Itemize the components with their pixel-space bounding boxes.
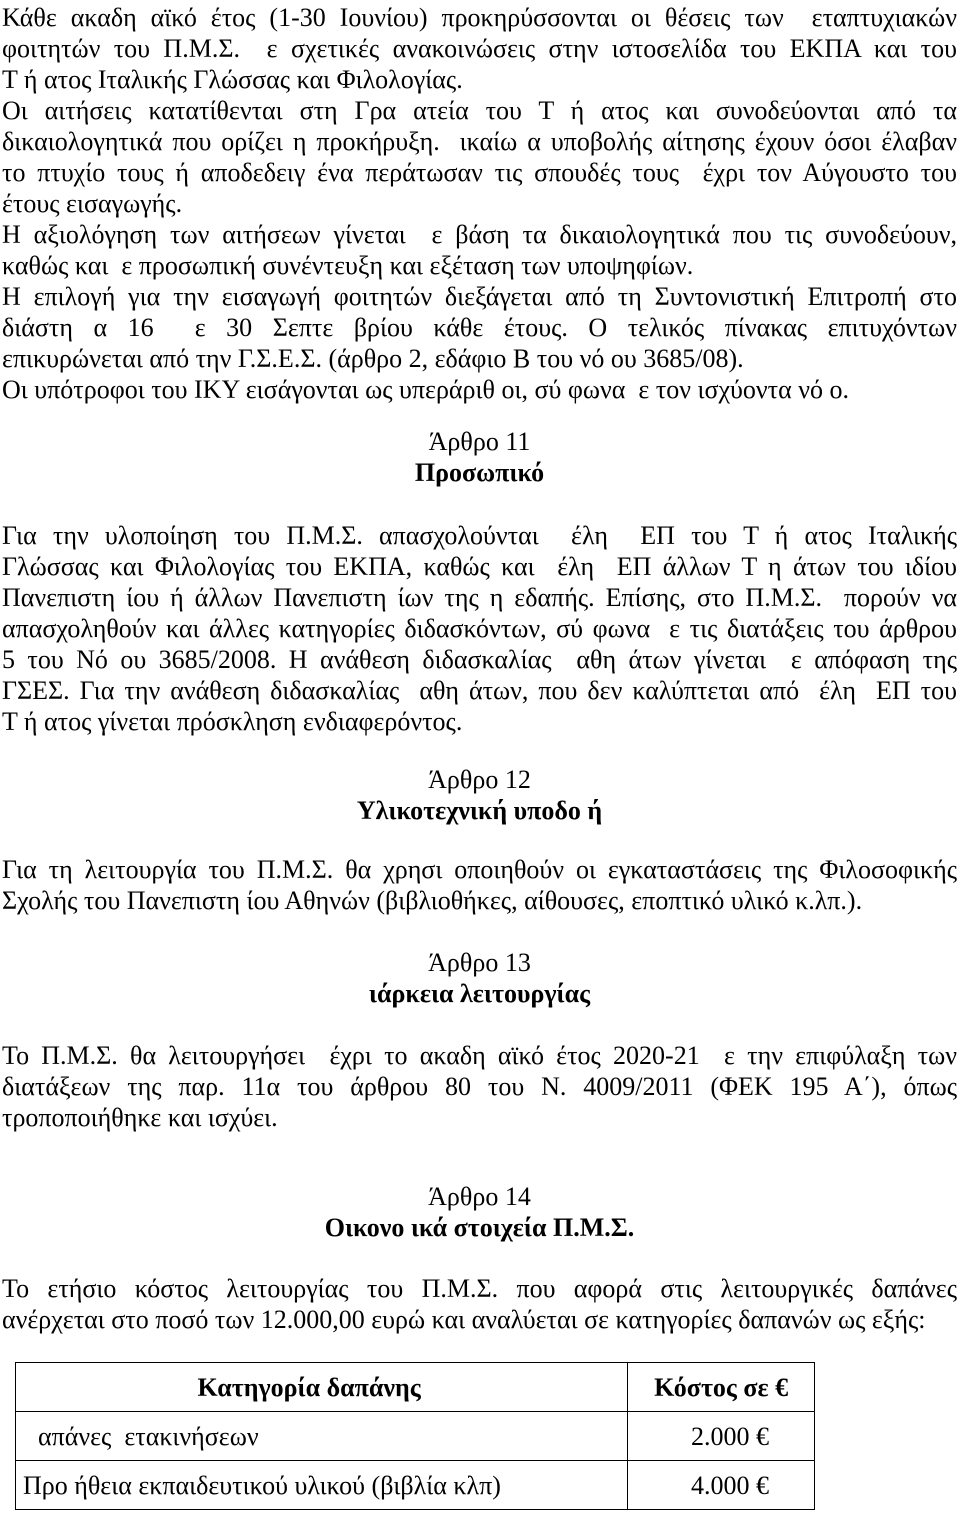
text-line: Κάθε ακαδη αϊκό έτος (1-30 Ιουνίου) προκηρύσσονται οι θέσεις των εταπτυχιακών <box>2 3 957 32</box>
text-line: διατάξεων της παρ. 11α του άρθρου 80 του Ν. 4009/2011 (ΦΕΚ 195 Α΄), όπως <box>2 1072 957 1101</box>
article-body <box>2 1040 957 1133</box>
article-number: Άρθρο 14 <box>428 1182 531 1211</box>
article-number: Άρθρο 11 <box>428 427 531 456</box>
table-header-cell: Κατηγορία δαπάνης <box>16 1363 628 1412</box>
document-page <box>2 2 957 1335</box>
table-cell: 4.000 € <box>628 1461 815 1510</box>
table-cell: Προ ήθεια εκπαιδευτικού υλικού (βιβλία κλπ) <box>16 1461 628 1510</box>
table-header-cell: Κόστος σε € <box>628 1363 815 1412</box>
text-line: επικυρώνεται από την Γ.Σ.Ε.Σ. (άρθρο 2, εδάφιο Β του νό ου 3685/08). <box>2 344 744 373</box>
article-12-section <box>2 764 957 916</box>
text-line: φοιτητών του Π.Μ.Σ. ε σχετικές ανακοινώσεις στην ιστοσελίδα του ΕΚΠΑ και του <box>2 34 957 63</box>
text-line: Για τη λειτουργία του Π.Μ.Σ. θα χρησι οποιηθούν οι εγκαταστάσεις της Φιλοσοφικής <box>2 855 957 884</box>
article-body <box>2 520 957 737</box>
text-line: Το ετήσιο κόστος λειτουργίας του Π.Μ.Σ. που αφορά στις λειτουργικές δαπάνες <box>2 1274 957 1303</box>
text-line: έτους εισαγωγής. <box>2 189 183 218</box>
text-line: Για την υλοποίηση του Π.Μ.Σ. απασχολούνται έλη ΕΠ του Τ ή ατος Ιταλικής <box>2 521 957 550</box>
article-title: Προσωπικό <box>414 458 545 487</box>
article-13-section <box>2 947 957 1133</box>
table-row <box>16 1461 815 1510</box>
text-line: Σχολής του Πανεπιστη ίου Αθηνών (βιβλιοθήκες, αίθουσες, εποπτικό υλικό κ.λπ.). <box>2 886 863 915</box>
table-row <box>16 1412 815 1461</box>
cost-table <box>15 1362 815 1510</box>
text-line: Οι αιτήσεις κατατίθενται στη Γρα ατεία του Τ ή ατος και συνοδεύονται από τα <box>2 96 957 125</box>
text-line: τροποποιήθηκε και ισχύει. <box>2 1103 278 1132</box>
text-line: το πτυχίο τους ή αποδεδειγ ένα περάτωσαν τις σπουδές τους έχρι τον Αύγουστο του <box>2 158 957 187</box>
text-line: 5 του Νό ου 3685/2008. Η ανάθεση διδασκαλίας αθη άτων γίνεται ε απόφαση της <box>2 645 957 674</box>
text-line: Η επιλογή για την εισαγωγή φοιτητών διεξάγεται από τη Συντονιστική Επιτροπή στο <box>2 282 957 311</box>
article-number: Άρθρο 12 <box>428 765 531 794</box>
text-line: Πανεπιστη ίου ή άλλων Πανεπιστη ίων της η εδαπής. Επίσης, στο Π.Μ.Σ. πορούν να <box>2 583 957 612</box>
text-line: Το Π.Μ.Σ. θα λειτουργήσει έχρι το ακαδη αϊκό έτος 2020-21 ε την επιφύλαξη των <box>2 1041 957 1070</box>
text-line: ΓΣΕΣ. Για την ανάθεση διδασκαλίας αθη άτων, που δεν καλύπτεται από έλη ΕΠ του <box>2 676 957 705</box>
text-line: Τ ή ατος Ιταλικής Γλώσσας και Φιλολογίας. <box>2 65 463 94</box>
article-number: Άρθρο 13 <box>428 948 531 977</box>
table-header-row <box>16 1363 815 1412</box>
text-line: καθώς και ε προσωπική συνέντευξη και εξέταση των υποψηφίων. <box>2 251 694 280</box>
text-line: διάστη α 16 ε 30 Σεπτε βρίου κάθε έτους. Ο τελικός πίνακας επιτυχόντων <box>2 313 957 342</box>
table-cell: απάνες ετακινήσεων <box>16 1412 628 1461</box>
text-line: δικαιολογητικά που ορίζει η προκήρυξη. ικαίω α υποβολής αίτησης έχουν όσοι έλαβαν <box>2 127 957 156</box>
intro-section <box>2 2 957 405</box>
article-title: Οικονο ικά στοιχεία Π.Μ.Σ. <box>324 1213 635 1242</box>
article-title: ιάρκεια λειτουργίας <box>368 979 591 1008</box>
article-title: Υλικοτεχνική υποδο ή <box>356 796 603 825</box>
text-line: Τ ή ατος γίνεται πρόσκληση ενδιαφερόντος. <box>2 707 463 736</box>
text-line: απασχοληθούν και άλλες κατηγορίες διδασκόντων, σύ φωνα ε τις διατάξεις του άρθρου <box>2 614 957 643</box>
article-11-section <box>2 426 957 737</box>
article-body <box>2 854 957 916</box>
table-cell: 2.000 € <box>628 1412 815 1461</box>
article-body <box>2 1273 957 1335</box>
text-line: ανέρχεται στο ποσό των 12.000,00 ευρώ και αναλύεται σε κατηγορίες δαπανών ως εξής: <box>2 1305 926 1334</box>
text-line: Οι υπότροφοι του ΙΚΥ εισάγονται ως υπεράριθ οι, σύ φωνα ε τον ισχύοντα νό ο. <box>2 375 849 404</box>
text-line: Γλώσσας και Φιλολογίας του ΕΚΠΑ, καθώς και έλη ΕΠ άλλων Τ η άτων του ιδίου <box>2 552 957 581</box>
text-line: Η αξιολόγηση των αιτήσεων γίνεται ε βάση τα δικαιολογητικά που τις συνοδεύουν, <box>2 220 957 249</box>
article-14-section <box>2 1181 957 1335</box>
